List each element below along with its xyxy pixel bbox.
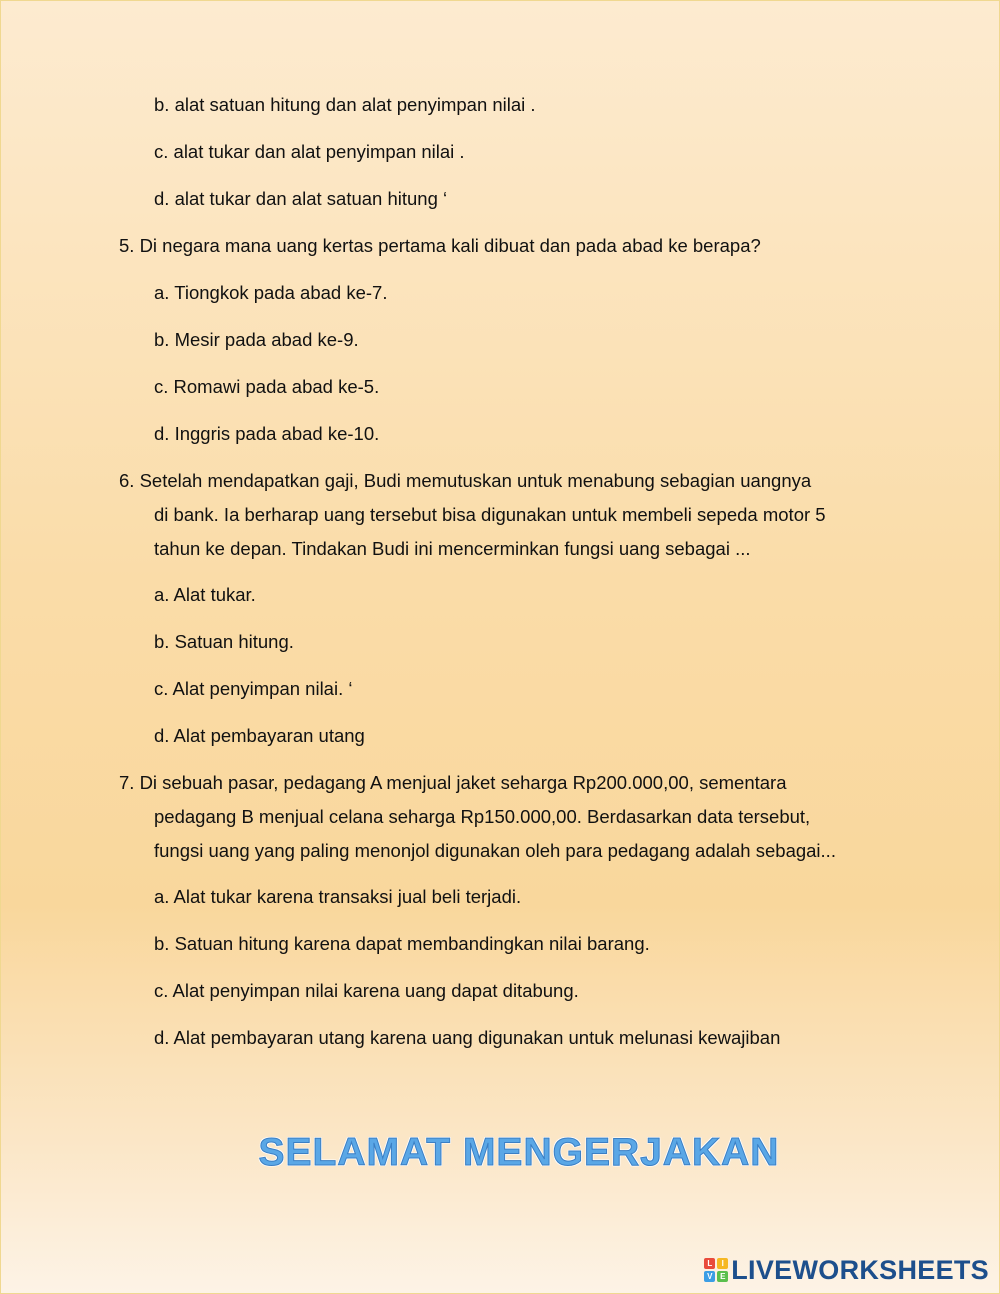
logo-mark-letter: I	[717, 1258, 728, 1269]
q7-option-a: a. Alat tukar karena transaksi jual beli terjadi.	[154, 886, 522, 907]
logo-mark-letter: L	[704, 1258, 715, 1269]
q7-option-d: d. Alat pembayaran utang karena uang digunakan untuk melunasi kewajiban	[154, 1027, 781, 1048]
q4-option-d: d. alat tukar dan alat satuan hitung ‘	[154, 188, 448, 209]
q6-option-d: d. Alat pembayaran utang	[154, 725, 365, 746]
question-7-line-1: 7. Di sebuah pasar, pedagang A menjual jaket seharga Rp200.000,00, sementara	[119, 772, 787, 793]
question-6-line-1: 6. Setelah mendapatkan gaji, Budi memutuskan untuk menabung sebagian uangnya	[119, 470, 812, 491]
q6-option-c: c. Alat penyimpan nilai. ‘	[154, 678, 353, 699]
closing-banner: SELAMAT MENGERJAKAN	[258, 1131, 780, 1174]
q5-option-d: d. Inggris pada abad ke-10.	[154, 423, 380, 444]
question-7-line-3: fungsi uang yang paling menonjol digunakan oleh para pedagang adalah sebagai...	[154, 840, 836, 861]
question-5: 5. Di negara mana uang kertas pertama kali dibuat dan pada abad ke berapa?	[119, 235, 761, 256]
q4-option-b: b. alat satuan hitung dan alat penyimpan nilai .	[154, 94, 536, 115]
q4-option-c: c. alat tukar dan alat penyimpan nilai .	[154, 141, 465, 162]
q5-option-c: c. Romawi pada abad ke-5.	[154, 376, 380, 397]
q7-option-b: b. Satuan hitung karena dapat membandingkan nilai barang.	[154, 933, 650, 954]
q6-option-b: b. Satuan hitung.	[154, 631, 294, 652]
q7-option-c: c. Alat penyimpan nilai karena uang dapat ditabung.	[154, 980, 579, 1001]
logo-text: LIVEWORKSHEETS	[731, 1254, 989, 1285]
q5-option-a: a. Tiongkok pada abad ke-7.	[154, 282, 388, 303]
logo-mark-letter: E	[717, 1271, 728, 1282]
q5-option-b: b. Mesir pada abad ke-9.	[154, 329, 359, 350]
logo-mark-letter: V	[704, 1271, 715, 1282]
question-7-line-2: pedagang B menjual celana seharga Rp150.000,00. Berdasarkan data tersebut,	[154, 806, 811, 827]
liveworksheets-logo[interactable]	[704, 1253, 989, 1287]
q6-option-a: a. Alat tukar.	[154, 584, 256, 605]
question-6-line-3: tahun ke depan. Tindakan Budi ini mencerminkan fungsi uang sebagai ...	[154, 538, 751, 559]
logo-mark-icon	[704, 1258, 728, 1282]
question-6-line-2: di bank. Ia berharap uang tersebut bisa digunakan untuk membeli sepeda motor 5	[154, 504, 826, 525]
